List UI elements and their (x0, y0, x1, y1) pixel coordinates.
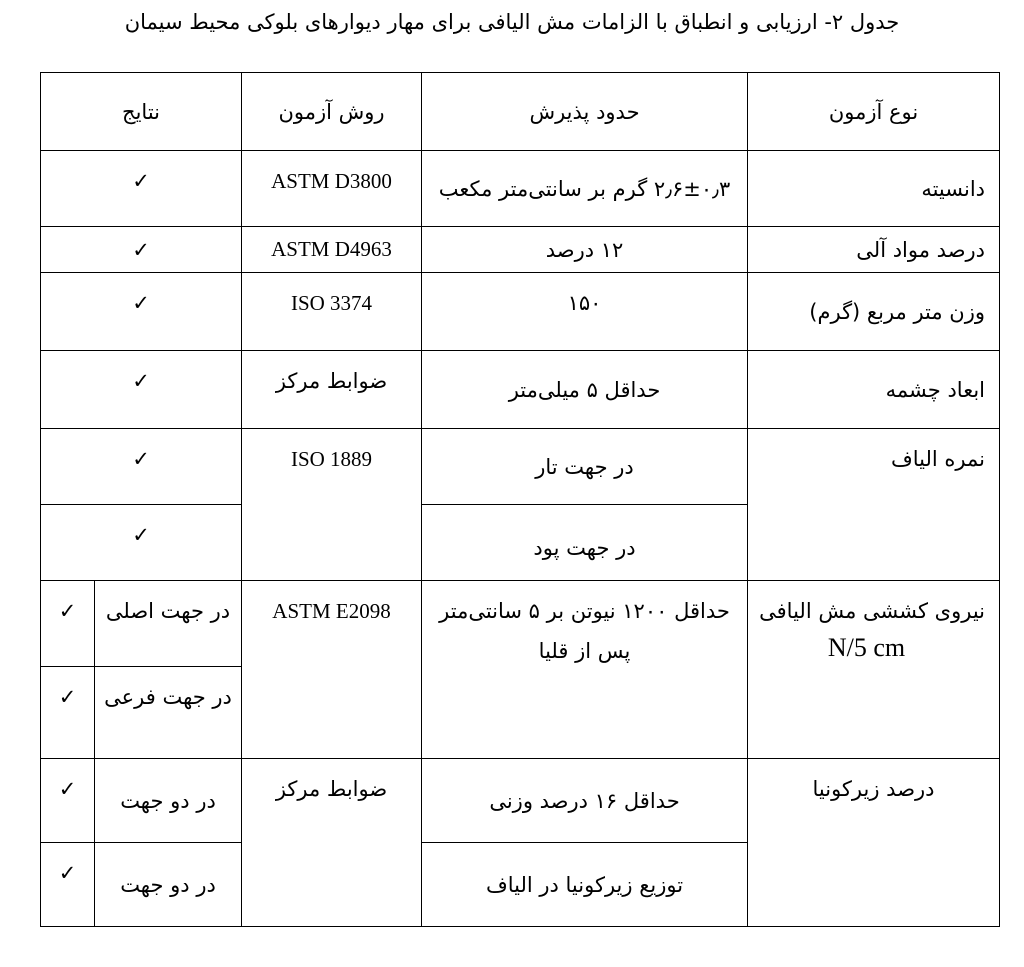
result-check: ✓ (41, 505, 242, 581)
requirements-table (40, 72, 1000, 927)
table-caption: جدول ۲- ارزیابی و انطباق با الزامات مش الیافی برای مهار دیوارهای بلوکی محیط سیمان (124, 10, 900, 34)
table-row (41, 429, 1000, 505)
table-row (41, 273, 1000, 351)
result-check: ✓ (41, 151, 242, 227)
unit-label: N/5 cm (827, 633, 906, 662)
result-check: ✓ (41, 581, 95, 667)
result-check: ✓ (41, 759, 95, 843)
table-row (41, 351, 1000, 429)
test-type-cell: وزن متر مربع (گرم) (748, 273, 1000, 351)
method-cell: ASTM D4963 (242, 227, 422, 273)
header-acceptance: حدود پذیرش (422, 73, 748, 151)
test-type-cell: نمره الیاف (748, 429, 1000, 581)
criteria-cell (422, 581, 748, 759)
criteria-cell: حداقل ۱۶ درصد وزنی (422, 759, 748, 843)
table-row (41, 581, 1000, 667)
header-method: روش آزمون (242, 73, 422, 151)
result-check: ✓ (41, 667, 95, 759)
criteria-cell: توزیع زیرکونیا در الیاف (422, 843, 748, 927)
method-cell: ISO 3374 (242, 273, 422, 351)
method-cell: ASTM E2098 (242, 581, 422, 759)
method-cell: ASTM D3800 (242, 151, 422, 227)
method-cell: ISO 1889 (242, 429, 422, 581)
direction-cell: در دو جهت (95, 843, 242, 927)
test-type-cell: ابعاد چشمه (748, 351, 1000, 429)
table-row (41, 227, 1000, 273)
criteria-line: حداقل ۱۲۰۰ نیوتن بر ۵ سانتی‌متر (439, 599, 730, 623)
result-check: ✓ (41, 351, 242, 429)
test-type-label: نیروی کششی مش الیافی (759, 599, 986, 623)
header-test-type: نوع آزمون (748, 73, 1000, 151)
criteria-cell: ۱۲ درصد (422, 227, 748, 273)
method-cell: ضوابط مرکز (242, 351, 422, 429)
direction-cell: در دو جهت (95, 759, 242, 843)
table-row (41, 151, 1000, 227)
table-header-row (41, 73, 1000, 151)
direction-cell: در جهت اصلی (95, 581, 242, 667)
criteria-cell: حداقل ۵ میلی‌متر (422, 351, 748, 429)
criteria-cell: ۲٫۶±۰٫۳ گرم بر سانتی‌متر مکعب (422, 151, 748, 227)
test-type-cell: درصد زیرکونیا (748, 759, 1000, 927)
test-type-cell: دانسیته (748, 151, 1000, 227)
result-check: ✓ (41, 273, 242, 351)
result-check: ✓ (41, 227, 242, 273)
result-check: ✓ (41, 429, 242, 505)
direction-cell: در جهت فرعی (95, 667, 242, 759)
criteria-cell: در جهت تار (422, 429, 748, 505)
criteria-line: پس از قلیا (538, 639, 631, 663)
test-type-cell: درصد مواد آلی (748, 227, 1000, 273)
criteria-cell: در جهت پود (422, 505, 748, 581)
result-check: ✓ (41, 843, 95, 927)
header-results: نتایج (41, 73, 242, 151)
method-cell: ضوابط مرکز (242, 759, 422, 927)
test-type-cell (748, 581, 1000, 759)
table-row (41, 759, 1000, 843)
criteria-cell: ۱۵۰ (422, 273, 748, 351)
